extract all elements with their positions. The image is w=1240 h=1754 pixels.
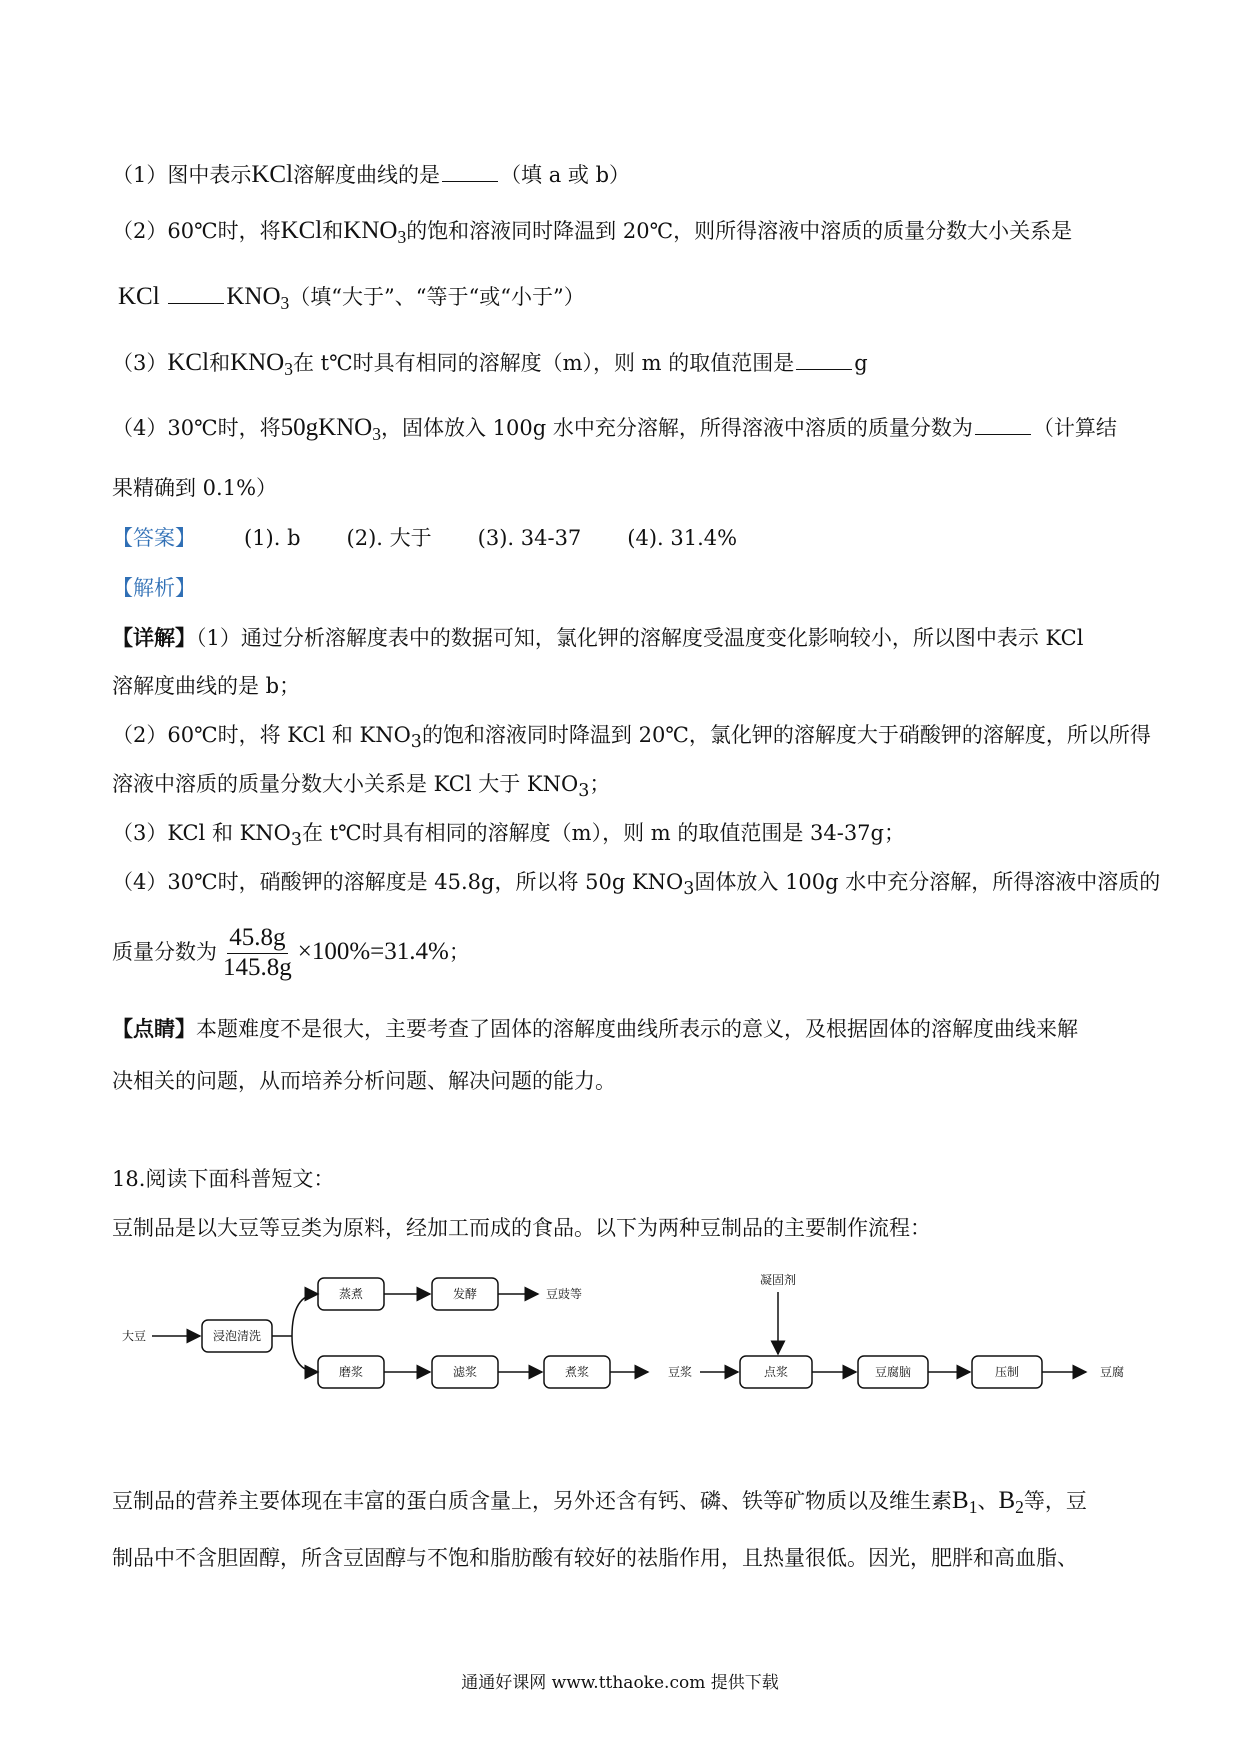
flow-label-press: 压制 [994, 1365, 1020, 1379]
q18-p1-line1: 豆制品的营养主要体现在丰富的蛋白质含量上，另外还含有钙、磷、铁等矿物质以及维生素$B_1$、$B_2$等，豆 [112, 1487, 1087, 1518]
q4-line1: （4）30℃时，将50gKNO$_3$，固体放入 100g 水中充分溶解，所得溶液中溶质的质量分数为 （计算结 [112, 414, 1117, 445]
q4-line2: 果精确到 0.1%） [112, 476, 278, 500]
flow-label-soak: 浸泡清洗 [212, 1329, 262, 1343]
fraction-denominator: 145.8g [223, 953, 292, 981]
answer-blank [975, 433, 1031, 435]
flow-label-start: 大豆 [121, 1329, 147, 1343]
q1-line: （1）图中表示KCl溶解度曲线的是 （填 a 或 b） [112, 161, 631, 188]
answer-blank [168, 302, 224, 304]
flow-label-curd: 豆腐脑 [874, 1365, 912, 1379]
answer-line [112, 526, 783, 551]
flow-label-soymilk: 豆浆 [667, 1365, 693, 1379]
flow-label-tofu: 豆腐 [1099, 1365, 1125, 1379]
flow-arrow [292, 1294, 318, 1336]
answer-blank [442, 180, 498, 182]
detail-p4-line1: （4）30℃时，硝酸钾的溶解度是 45.8g，所以将 50g $KNO_3$固体放入 100g 水中充分溶解，所得溶液中溶质的 [112, 870, 1161, 900]
formula-result: ×100%=31.4% [297, 937, 449, 965]
flow-label-ferment: 发酵 [452, 1287, 478, 1301]
kcl-formula: KCl [251, 161, 294, 188]
answer-blank [796, 368, 852, 370]
detail-p1-line2: 溶解度曲线的是 b； [112, 674, 301, 698]
comment-line1: 【点睛】本题难度不是很大，主要考查了固体的溶解度曲线所表示的意义，及根据固体的溶解度曲线来解 [112, 1016, 1078, 1041]
flow-arrow [292, 1336, 318, 1372]
q18-title: 18.阅读下面科普短文： [112, 1167, 335, 1191]
answer-item: (4). 31.4% [627, 526, 738, 550]
q18-p1-line2: 制品中不含胆固醇，所含豆固醇与不饱和脂肪酸有较好的祛脂作用，且热量很低。因光，肥胖和高血脂、 [112, 1546, 1078, 1570]
flow-label-dianjiang: 点浆 [763, 1365, 789, 1379]
fraction [221, 924, 294, 983]
flow-label-steam: 蒸煮 [338, 1287, 364, 1301]
detail-p1-line1: 【详解】（1）通过分析溶解度表中的数据可知，氯化钾的溶解度受温度变化影响较小，所以图中表示 KCl [112, 625, 1084, 650]
flow-label-filter: 滤浆 [452, 1365, 478, 1379]
fraction-numerator: 45.8g [227, 924, 287, 954]
q3-line: （3）KCl和$KNO_3$在 t℃时具有相同的溶解度（m），则 m 的取值范围是 g [112, 349, 868, 380]
detail-p2-line2: 溶液中溶质的质量分数大小关系是 KCl 大于 $KNO_3$； [112, 772, 611, 802]
answer-item: (2). 大于 [346, 526, 432, 550]
answer-label: 【答案】 [112, 526, 196, 550]
q18-intro: 豆制品是以大豆等豆类为原料，经加工而成的食品。以下为两种豆制品的主要制作流程： [112, 1216, 931, 1240]
flow-label-boil: 煮浆 [564, 1365, 590, 1379]
detail-p4-line2: 质量分数为 $\frac{45.8g}{145.8g}$ ×100%=31.4%； [112, 924, 470, 981]
page-footer: 通通好课网 www.tthaoke.com 提供下载 [461, 1673, 779, 1693]
analysis-label: 【解析】 [112, 576, 196, 600]
flow-label-grind: 磨浆 [338, 1365, 364, 1379]
answer-item: (1). b [244, 526, 301, 550]
flow-diagram [0, 1260, 1240, 1410]
comment-line2: 决相关的问题，从而培养分析问题、解决问题的能力。 [112, 1069, 616, 1093]
flow-label-douchi: 豆豉等 [545, 1287, 583, 1301]
q2-line2: KCl $KNO_3$（填“大于”、“等于“或“小于”） [118, 283, 585, 314]
detail-p2-line1: （2）60℃时，将 KCl 和 $KNO_3$的饱和溶液同时降温到 20℃，氯化钾的溶解度大于硝酸钾的溶解度，所以所得 [112, 723, 1151, 753]
answer-item: (3). 34-37 [477, 526, 582, 550]
flow-label-coagulant: 凝固剂 [759, 1273, 797, 1287]
q2-line1: （2）60℃时，将KCl和$KNO_3$的饱和溶液同时降温到 20℃，则所得溶液中溶质的质量分数大小关系是 [112, 217, 1073, 248]
detail-p3: （3）KCl 和 $KNO_3$在 t℃时具有相同的溶解度（m），则 m 的取值范围是 34-37g； [112, 821, 905, 851]
